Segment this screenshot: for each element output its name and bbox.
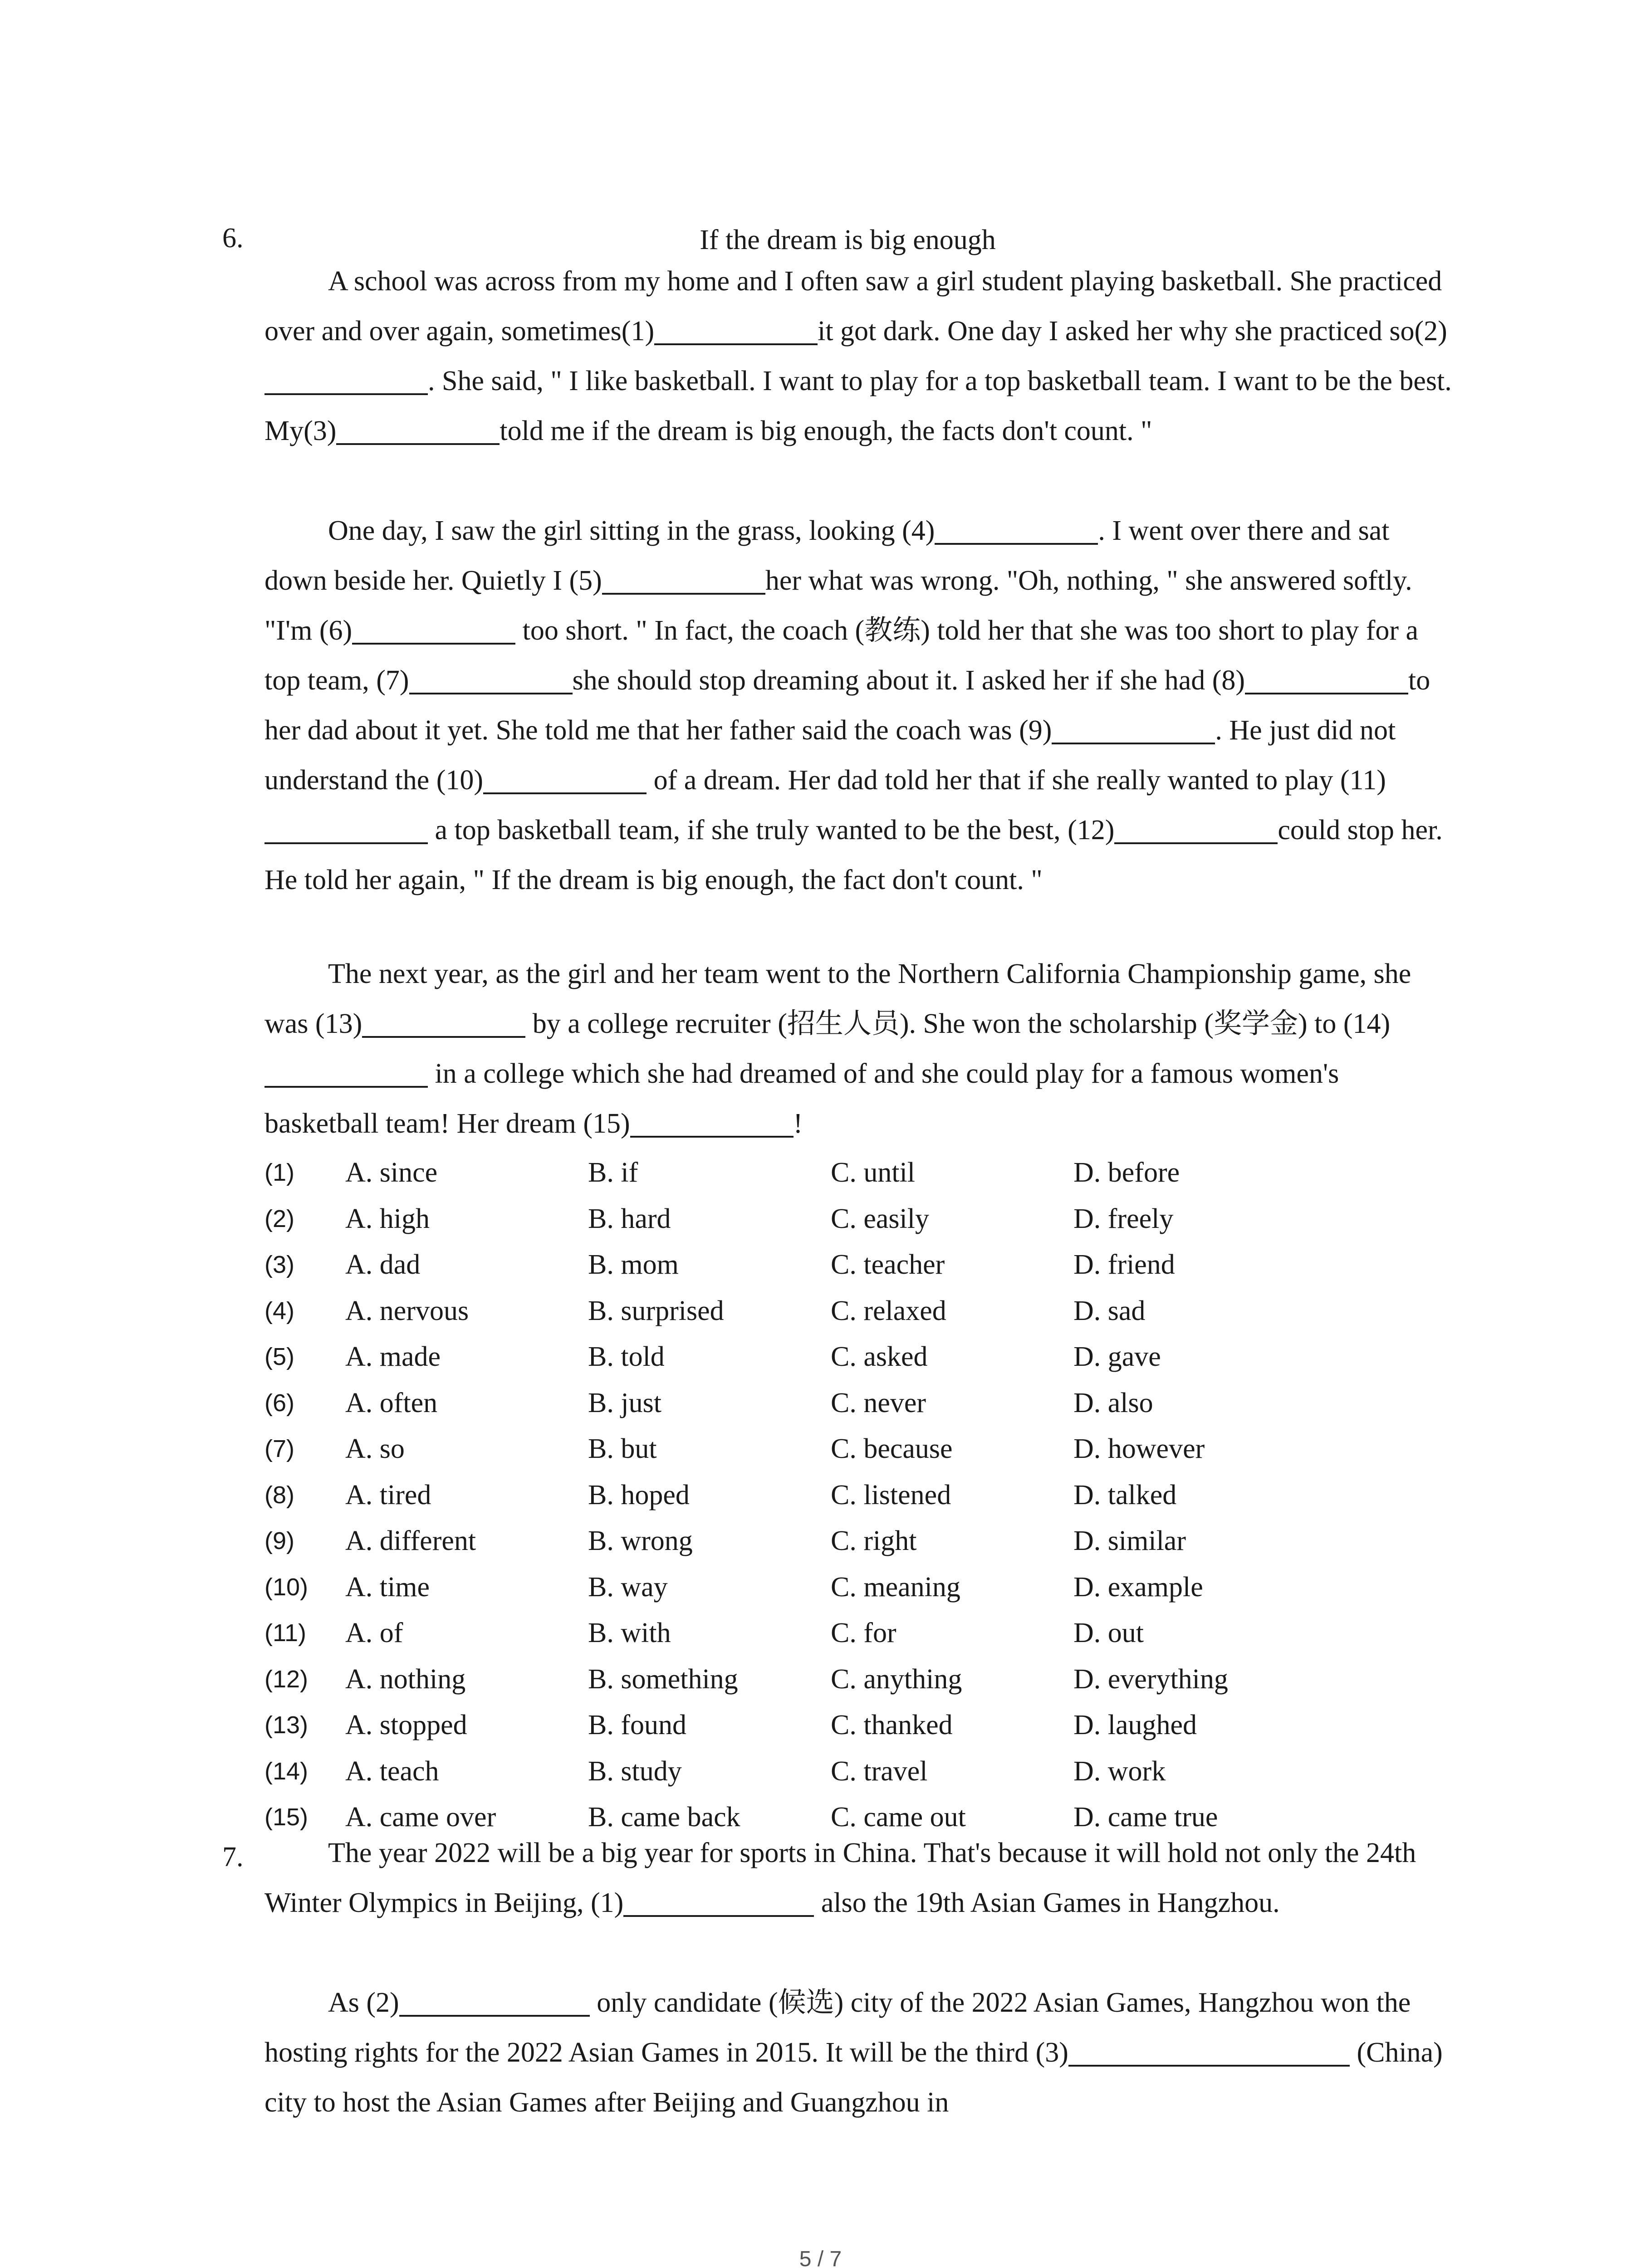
option-row: [265, 1663, 1535, 1710]
blank-8[interactable]: [1245, 665, 1408, 694]
option-d[interactable]: D. gave: [1073, 1341, 1161, 1372]
option-number: (11): [265, 1619, 307, 1647]
option-c[interactable]: C. never: [831, 1387, 926, 1418]
option-number: (6): [265, 1389, 294, 1417]
option-b[interactable]: B. something: [588, 1663, 738, 1695]
option-b[interactable]: B. just: [588, 1387, 661, 1418]
q6-paragraph-2: One day, I saw the girl sitting in the grass, looking (4) . I went over there and sat down beside her. Quietly I (5) her what was wrong. "Oh, nothing, " she answered softly. "I'm (6) too short. " In fact, the coach (教练) told her that she was too short to play for a top team, (7) she should stop dreaming about it. I asked her if she had (8) to her dad about it yet. She told me that her father said the coach was (9) . He just did not understand the (10) of a dream. Her dad told her that if she really wanted to play (11) a top basketball team, if she truly wanted to be the best, (12) could stop her. He told her again, " If the dream is big enough, the fact don't count. ": [265, 515, 1443, 895]
option-row: [265, 1525, 1535, 1571]
option-d[interactable]: D. talked: [1073, 1479, 1177, 1510]
option-row: [265, 1571, 1535, 1618]
option-number: (9): [265, 1527, 294, 1554]
option-row: [265, 1341, 1535, 1387]
q6-paragraph-3: The next year, as the girl and her team went to the Northern California Championship game, she was (13) by a college recruiter (招生人员). She won the scholarship (奖学金) to (14) in a college which she had dreamed of and she could play for a famous women's basketball team! Her dream (15) !: [265, 958, 1411, 1139]
blank-1[interactable]: [654, 315, 818, 345]
option-d[interactable]: D. work: [1073, 1755, 1166, 1787]
option-d[interactable]: D. freely: [1073, 1203, 1174, 1234]
option-row: [265, 1433, 1535, 1479]
option-number: (14): [265, 1757, 309, 1785]
option-b[interactable]: B. hoped: [588, 1479, 690, 1510]
option-b[interactable]: B. but: [588, 1433, 657, 1464]
option-c[interactable]: C. until: [831, 1157, 916, 1188]
q7-blank-3[interactable]: [1068, 2037, 1350, 2067]
option-c[interactable]: C. listened: [831, 1479, 951, 1510]
option-d[interactable]: D. example: [1073, 1571, 1203, 1603]
page-number: 5 / 7: [799, 2247, 842, 2268]
option-b[interactable]: B. wrong: [588, 1525, 693, 1556]
option-a[interactable]: A. dad: [345, 1249, 421, 1280]
option-c[interactable]: C. right: [831, 1525, 917, 1556]
blank-5[interactable]: [602, 565, 765, 595]
option-a[interactable]: A. nervous: [345, 1295, 469, 1326]
option-number: (13): [265, 1711, 309, 1739]
blank-11[interactable]: [265, 814, 428, 844]
blank-14[interactable]: [265, 1058, 428, 1088]
option-row: [265, 1387, 1535, 1433]
option-row: [265, 1709, 1535, 1755]
blank-13[interactable]: [362, 1008, 525, 1038]
option-b[interactable]: B. hard: [588, 1203, 671, 1234]
option-d[interactable]: D. came true: [1073, 1802, 1218, 1833]
option-a[interactable]: A. stopped: [345, 1710, 467, 1740]
option-a[interactable]: A. teach: [345, 1755, 439, 1787]
option-number: (2): [265, 1205, 294, 1232]
option-c[interactable]: C. thanked: [831, 1710, 953, 1740]
option-b[interactable]: B. came back: [588, 1802, 740, 1833]
option-c[interactable]: C. came out: [831, 1802, 966, 1833]
option-number: (7): [265, 1435, 294, 1462]
q7-blank-2[interactable]: [399, 1987, 590, 2017]
option-c[interactable]: C. easily: [831, 1203, 929, 1234]
q7-paragraph-1: The year 2022 will be a big year for sports in China. That's because it will hold not only the 24th Winter Olympics in Beijing, (1) also the 19th Asian Games in Hangzhou.: [265, 1838, 1416, 1918]
option-b[interactable]: B. study: [588, 1755, 682, 1787]
option-c[interactable]: C. because: [831, 1433, 953, 1464]
option-b[interactable]: B. if: [588, 1157, 638, 1188]
q7-paragraph-2: As (2) only candidate (候选) city of the 2022 Asian Games, Hangzhou won the hosting rights for the 2022 Asian Games in 2015. It will be the third (3) (China) city to host the Asian Games after Beijing and Guangzhou in: [265, 1987, 1443, 2118]
blank-6[interactable]: [352, 615, 515, 645]
option-a[interactable]: A. came over: [345, 1802, 496, 1833]
option-b[interactable]: B. found: [588, 1710, 686, 1740]
option-d[interactable]: D. however: [1073, 1433, 1205, 1464]
blank-9[interactable]: [1052, 714, 1215, 744]
option-a[interactable]: A. high: [345, 1203, 430, 1234]
option-a[interactable]: A. tired: [345, 1479, 431, 1510]
option-d[interactable]: D. similar: [1073, 1525, 1186, 1556]
option-row: [265, 1203, 1535, 1249]
option-a[interactable]: A. different: [345, 1525, 476, 1556]
option-d[interactable]: D. friend: [1073, 1249, 1175, 1280]
option-c[interactable]: C. travel: [831, 1755, 928, 1787]
option-number: (15): [265, 1804, 309, 1831]
option-b[interactable]: B. told: [588, 1341, 665, 1372]
option-number: (8): [265, 1481, 294, 1509]
question-6-number: 6.: [222, 223, 244, 254]
option-c[interactable]: C. anything: [831, 1663, 962, 1695]
option-c[interactable]: C. asked: [831, 1341, 928, 1372]
option-a[interactable]: A. so: [345, 1433, 405, 1464]
option-b[interactable]: B. with: [588, 1618, 671, 1648]
q6-paragraph-1: A school was across from my home and I often saw a girl student playing basketball. She practiced over and over again, sometimes(1) it got dark. One day I asked her why she practiced so(2). She said, " I like basketball. I want to play for a top basketball team. I want to be the best. My(3) told me if the dream is big enough, the facts don't count. ": [265, 266, 1452, 446]
question-7-number: 7.: [222, 1842, 244, 1872]
option-b[interactable]: B. way: [588, 1571, 668, 1603]
option-b[interactable]: B. mom: [588, 1249, 679, 1280]
option-number: (1): [265, 1159, 294, 1186]
blank-4[interactable]: [935, 515, 1098, 545]
option-a[interactable]: A. since: [345, 1157, 438, 1188]
option-c[interactable]: C. relaxed: [831, 1295, 946, 1326]
option-c[interactable]: C. meaning: [831, 1571, 960, 1603]
option-number: (10): [265, 1573, 309, 1601]
blank-7[interactable]: [409, 665, 573, 694]
blank-10[interactable]: [483, 764, 647, 794]
option-c[interactable]: C. teacher: [831, 1249, 945, 1280]
option-number: (12): [265, 1665, 309, 1693]
option-row: [265, 1295, 1535, 1341]
option-number: (5): [265, 1343, 294, 1370]
option-c[interactable]: C. for: [831, 1618, 896, 1648]
option-d[interactable]: D. out: [1073, 1618, 1144, 1648]
option-d[interactable]: D. laughed: [1073, 1710, 1197, 1740]
option-a[interactable]: A. made: [345, 1341, 441, 1372]
option-d[interactable]: D. sad: [1073, 1295, 1146, 1326]
blank-12[interactable]: [1114, 814, 1278, 844]
q7-blank-1[interactable]: [623, 1887, 814, 1917]
option-a[interactable]: A. nothing: [345, 1663, 466, 1695]
option-d[interactable]: D. also: [1073, 1387, 1153, 1418]
option-number: (3): [265, 1251, 294, 1278]
answer-options: [265, 1157, 1535, 1848]
blank-3[interactable]: [336, 415, 500, 445]
blank-15[interactable]: [630, 1108, 794, 1138]
option-number: (4): [265, 1297, 294, 1325]
option-row: [265, 1157, 1535, 1203]
blank-2[interactable]: [265, 365, 428, 395]
option-row: [265, 1755, 1535, 1802]
passage-title: If the dream is big enough: [700, 225, 996, 255]
option-row: [265, 1617, 1535, 1663]
option-a[interactable]: A. time: [345, 1571, 430, 1603]
option-row: [265, 1249, 1535, 1295]
option-b[interactable]: B. surprised: [588, 1295, 724, 1326]
option-row: [265, 1479, 1535, 1525]
option-a[interactable]: A. often: [345, 1387, 438, 1418]
option-d[interactable]: D. everything: [1073, 1663, 1228, 1695]
option-a[interactable]: A. of: [345, 1618, 403, 1648]
option-d[interactable]: D. before: [1073, 1157, 1180, 1188]
